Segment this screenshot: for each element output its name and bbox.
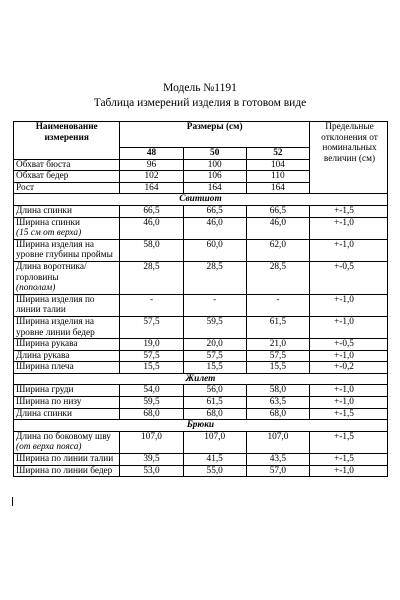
row-value: 107,0	[246, 431, 309, 453]
table-row	[14, 205, 388, 217]
row-label	[14, 397, 120, 409]
row-value: -	[246, 294, 309, 316]
table-row	[14, 350, 388, 362]
name-column-header: Наименование измерения	[14, 122, 120, 160]
sizes-header: Размеры (см)	[120, 122, 310, 148]
row-value: 100	[183, 159, 246, 171]
row-value: 28,5	[246, 261, 309, 294]
row-value: 164	[183, 182, 246, 194]
row-value: 68,0	[120, 408, 183, 420]
row-tolerance: +-1,0	[310, 217, 388, 239]
row-label-text: Ширина по линии бедер	[16, 465, 113, 476]
row-value: 55,0	[183, 465, 246, 477]
row-value: 107,0	[120, 431, 183, 453]
row-tolerance: +-1,5	[310, 454, 388, 466]
table-row	[14, 239, 388, 261]
row-label	[14, 454, 120, 466]
row-label	[14, 362, 120, 374]
row-value: 53,0	[120, 465, 183, 477]
row-value: 66,5	[120, 205, 183, 217]
row-tolerance: +-1,0	[310, 397, 388, 409]
size-header: 52	[246, 148, 309, 160]
row-label-text: Ширина изделия на уровне линии бедер	[16, 316, 95, 338]
row-value: 104	[246, 159, 309, 171]
row-label: Рост	[14, 182, 120, 194]
row-value: 57,5	[120, 316, 183, 338]
table-row	[14, 362, 388, 374]
section-title: Брюки	[14, 420, 388, 432]
row-label	[14, 205, 120, 217]
table-row	[14, 454, 388, 466]
row-value: 60,0	[183, 239, 246, 261]
row-value: 21,0	[246, 339, 309, 351]
row-label-text: Ширина изделия на уровне глубины проймы	[16, 239, 113, 261]
section-header-row	[14, 373, 388, 385]
row-value: 62,0	[246, 239, 309, 261]
row-value: 19,0	[120, 339, 183, 351]
row-value: 20,0	[183, 339, 246, 351]
row-tolerance: +-1,5	[310, 205, 388, 217]
row-value: 106	[183, 171, 246, 183]
row-label-text: Ширина по низу	[16, 397, 82, 408]
row-note: (15 см от верха)	[16, 228, 82, 239]
row-label: Обхват бюста	[14, 159, 120, 171]
row-tolerance: +-0,5	[310, 339, 388, 351]
row-label-text: Ширина плеча	[16, 362, 74, 373]
size-header: 50	[183, 148, 246, 160]
table-row	[14, 431, 388, 453]
row-value: 15,5	[120, 362, 183, 374]
row-value: 46,0	[120, 217, 183, 239]
row-value: 66,5	[246, 205, 309, 217]
row-value: -	[120, 294, 183, 316]
row-tolerance: +-1,0	[310, 385, 388, 397]
row-value: 57,0	[246, 465, 309, 477]
row-value: 164	[120, 182, 183, 194]
row-label	[14, 294, 120, 316]
row-note: (пополам)	[16, 283, 56, 294]
row-value: 54,0	[120, 385, 183, 397]
row-value: -	[183, 294, 246, 316]
section-header-row	[14, 420, 388, 432]
row-tolerance: +-1,5	[310, 431, 388, 453]
section-header-row	[14, 194, 388, 206]
row-value: 28,5	[183, 261, 246, 294]
row-tolerance: +-1,0	[310, 465, 388, 477]
row-label-text: Ширина спинки	[16, 217, 80, 228]
row-value: 15,5	[246, 362, 309, 374]
row-label-text: Длина спинки	[16, 205, 72, 216]
table-row	[14, 397, 388, 409]
row-tolerance: +-0,2	[310, 362, 388, 374]
row-tolerance: +-1,0	[310, 350, 388, 362]
row-value: 57,5	[183, 350, 246, 362]
tolerance-header: Предельные отклонения от номинальных величин (см)	[310, 122, 388, 194]
row-value: 68,0	[183, 408, 246, 420]
row-label	[14, 316, 120, 338]
row-label	[14, 408, 120, 420]
row-tolerance: +-1,0	[310, 294, 388, 316]
row-value: 46,0	[183, 217, 246, 239]
row-label-text: Длина воротника/горловины	[16, 261, 87, 283]
row-label	[14, 431, 120, 453]
row-value: 57,5	[120, 350, 183, 362]
measurements-table	[13, 121, 388, 477]
model-title: Модель №1191	[163, 82, 237, 94]
table-row	[14, 408, 388, 420]
row-value: 63,5	[246, 397, 309, 409]
table-row	[14, 261, 388, 294]
row-label: Обхват бедер	[14, 171, 120, 183]
row-value: 41,5	[183, 454, 246, 466]
measurements-table-body	[14, 122, 388, 477]
row-value: 46,0	[246, 217, 309, 239]
row-value: 164	[246, 182, 309, 194]
table-row	[14, 294, 388, 316]
table-row	[14, 385, 388, 397]
size-header: 48	[120, 148, 183, 160]
table-row	[14, 217, 388, 239]
row-value: 39,5	[120, 454, 183, 466]
row-label	[14, 239, 120, 261]
row-label	[14, 385, 120, 397]
row-tolerance: +-1,0	[310, 239, 388, 261]
row-label	[14, 339, 120, 351]
section-title: Свитшот	[14, 194, 388, 206]
row-value: 43,5	[246, 454, 309, 466]
row-value: 107,0	[183, 431, 246, 453]
row-label-text: Ширина изделия по линии талии	[16, 294, 95, 316]
row-label	[14, 465, 120, 477]
row-tolerance: +-1,5	[310, 408, 388, 420]
row-tolerance: +-1,0	[310, 316, 388, 338]
row-label	[14, 350, 120, 362]
edge-mark	[12, 497, 13, 506]
row-value: 56,0	[183, 385, 246, 397]
row-label	[14, 217, 120, 239]
row-value: 57,5	[246, 350, 309, 362]
row-value: 59,5	[120, 397, 183, 409]
row-value: 110	[246, 171, 309, 183]
row-value: 102	[120, 171, 183, 183]
row-value: 59,5	[183, 316, 246, 338]
row-label	[14, 261, 120, 294]
row-label-text: Ширина груди	[16, 385, 74, 396]
row-tolerance: +-0,5	[310, 261, 388, 294]
row-value: 58,0	[246, 385, 309, 397]
table-subtitle: Таблица измерений изделия в готовом виде	[93, 97, 307, 109]
table-row	[14, 339, 388, 351]
row-value: 61,5	[246, 316, 309, 338]
header-row	[14, 122, 388, 148]
row-label-text: Длина рукава	[16, 350, 70, 361]
row-value: 15,5	[183, 362, 246, 374]
section-title: Жилет	[14, 373, 388, 385]
row-note: (от верха пояса)	[16, 442, 82, 453]
row-label-text: Ширина по линии талии	[16, 454, 114, 465]
table-row	[14, 465, 388, 477]
table-row	[14, 316, 388, 338]
row-value: 68,0	[246, 408, 309, 420]
row-value: 61,5	[183, 397, 246, 409]
row-value: 58,0	[120, 239, 183, 261]
row-label-text: Ширина рукава	[16, 339, 78, 350]
row-value: 96	[120, 159, 183, 171]
row-label-text: Длина спинки	[16, 408, 72, 419]
row-value: 66,5	[183, 205, 246, 217]
row-label-text: Длина по боковому шву	[16, 431, 111, 442]
row-value: 28,5	[120, 261, 183, 294]
